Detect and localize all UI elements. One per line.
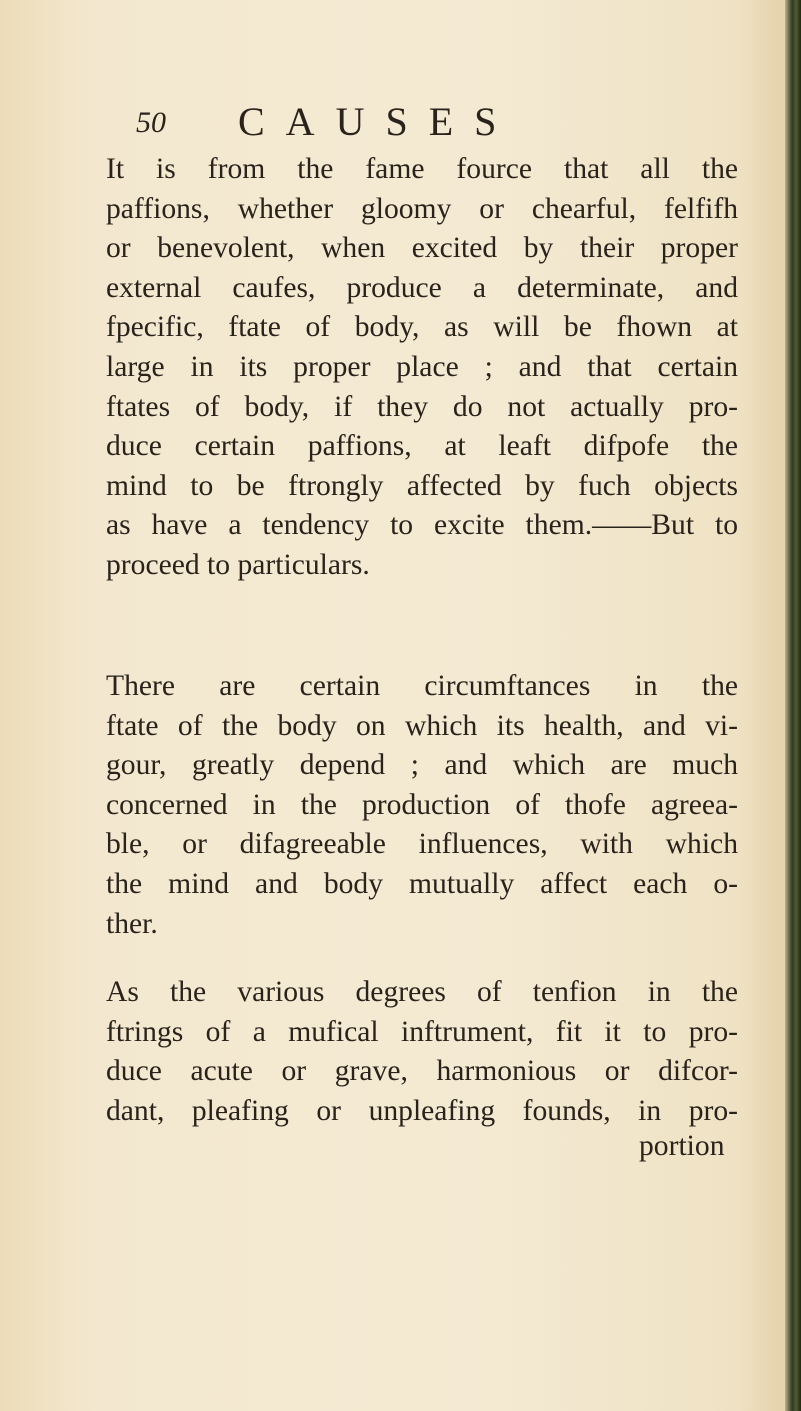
text-line: ftrings of a mufical inftrument, fit it to pro-	[106, 1015, 738, 1048]
text-line: It is from the fame fource that all the	[106, 153, 738, 185]
page-header	[118, 98, 678, 148]
text-line: large in its proper place ; and that certain	[106, 350, 738, 383]
paragraph-1	[106, 150, 738, 586]
text-line: gour, greatly depend ; and which are much	[106, 749, 738, 782]
text-line: the mind and body mutually affect each o-	[106, 867, 738, 900]
text-line: mind to be ftrongly affected by fuch objects	[106, 469, 738, 502]
text-line: ther.	[106, 907, 158, 940]
text-line: duce certain paffions, at leaft difpofe the	[106, 430, 738, 463]
text-line: as have a tendency to excite them.——But to	[106, 509, 738, 542]
text-line: fpecific, ftate of body, as will be fhown at	[106, 311, 738, 344]
page-number: 50	[136, 106, 166, 139]
running-head: CAUSES	[238, 99, 518, 144]
text-line: external caufes, produce a determinate, and	[106, 271, 738, 304]
text-line: There are certain circumftances in the	[106, 670, 738, 702]
catchword: portion	[639, 1130, 725, 1162]
text-line: dant, pleafing or unpleafing founds, in pro-	[106, 1094, 738, 1127]
paragraph-3	[106, 973, 738, 1131]
page-edge	[785, 0, 801, 1411]
paragraph-2	[106, 667, 738, 944]
text-line: paffions, whether gloomy or chearful, felfifh	[106, 192, 738, 225]
text-line: ftates of body, if they do not actually pro-	[106, 390, 738, 423]
text-line: duce acute or grave, harmonious or difcor-	[106, 1055, 738, 1088]
text-line: or benevolent, when excited by their proper	[106, 232, 738, 265]
text-line: concerned in the production of thofe agreea-	[106, 788, 738, 821]
text-line: As the various degrees of tenfion in the	[106, 976, 738, 1008]
text-line: ftate of the body on which its health, and vi-	[106, 709, 738, 742]
text-line: proceed to particulars.	[106, 548, 370, 581]
text-line: ble, or difagreeable influences, with which	[106, 828, 738, 861]
